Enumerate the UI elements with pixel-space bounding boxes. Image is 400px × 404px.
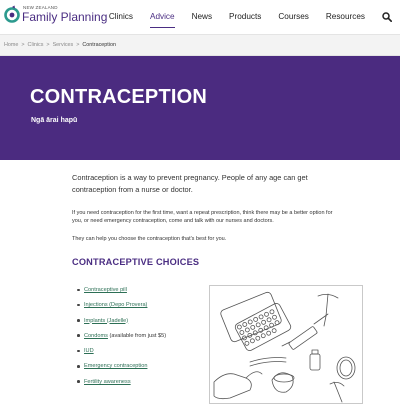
bullet-icon	[77, 334, 80, 337]
iud-icon	[318, 294, 338, 326]
list-item	[84, 332, 166, 347]
site-logo[interactable]	[4, 3, 108, 29]
breadcrumb-clinics[interactable]: Clinics	[27, 42, 44, 48]
breadcrumb-home[interactable]: Home	[4, 42, 19, 48]
page-title: CONTRACEPTION	[30, 86, 208, 108]
nav-products[interactable]: Products	[229, 12, 262, 21]
bullet-icon	[77, 319, 80, 322]
breadcrumb-separator: >	[76, 42, 80, 48]
contraceptive-choices-list	[84, 286, 166, 393]
list-item	[84, 378, 166, 393]
bullet-icon	[77, 380, 80, 383]
intro-lead: Contraception is a way to prevent pregnancy. People of any age can get contraception from a nurse or doctor.	[72, 173, 308, 194]
list-item	[84, 347, 166, 362]
link-injections[interactable]: Injections (Depo Provera)	[84, 302, 148, 309]
nav-resources[interactable]: Resources	[325, 12, 365, 21]
pill-pack-icon	[220, 291, 293, 352]
list-item	[84, 286, 166, 301]
search-icon[interactable]	[382, 12, 392, 22]
breadcrumb-services[interactable]: Services	[52, 42, 74, 48]
site-header	[0, 0, 400, 34]
link-implants[interactable]: Implants (Jadelle)	[84, 317, 129, 324]
link-fertility-awareness[interactable]: Fertility awareness	[84, 378, 131, 385]
main-content	[72, 172, 342, 267]
arm-icon	[214, 372, 262, 399]
contraceptive-methods-illustration	[209, 285, 363, 404]
list-item	[84, 317, 166, 332]
list-item	[84, 301, 166, 316]
breadcrumb-separator: >	[21, 42, 25, 48]
breadcrumb-separator: >	[46, 42, 50, 48]
bullet-icon	[77, 304, 80, 307]
breadcrumb	[0, 34, 400, 56]
link-contraceptive-pill[interactable]: Contraceptive pill	[84, 287, 127, 293]
syringe-icon	[282, 314, 328, 350]
breadcrumb-current: Contraception	[82, 42, 116, 48]
main-nav	[92, 0, 392, 34]
page-subtitle: Ngā ārai hapū	[31, 117, 78, 124]
link-emergency-contraception[interactable]: Emergency contraception	[84, 363, 148, 370]
nav-clinics[interactable]: Clinics	[108, 12, 133, 21]
logo-tagline: NEW ZEALAND	[23, 5, 58, 10]
intro-paragraph-2: They can help you choose the contraception that's best for you.	[72, 235, 227, 242]
diaphragm-icon	[272, 373, 294, 392]
nav-courses[interactable]: Courses	[278, 12, 309, 21]
implant-icon	[250, 358, 286, 367]
intro-paragraph: If you need contraception for the first time, want a repeat prescription, think there may be a better option for you, or need emergency contraception, come and talk with our nurses and doctors.	[72, 210, 333, 225]
bullet-icon	[77, 289, 80, 292]
list-item	[84, 362, 166, 377]
nav-news[interactable]: News	[191, 12, 213, 21]
nav-advice[interactable]: Advice	[150, 0, 175, 34]
vial-icon	[310, 350, 320, 370]
ring-icon	[337, 357, 355, 379]
link-iud[interactable]: IUD	[84, 348, 94, 355]
section-title-choices: CONTRACEPTIVE CHOICES	[72, 257, 200, 268]
link-condoms[interactable]: Condoms	[84, 332, 108, 339]
logo-name: Family Planning	[22, 10, 108, 24]
family-planning-logo-icon	[4, 5, 21, 24]
condoms-price-note: (available from just $5)	[107, 332, 167, 339]
bullet-icon	[77, 350, 80, 353]
iud-small-icon	[330, 382, 344, 402]
bullet-icon	[77, 365, 80, 368]
hero-banner	[0, 56, 400, 160]
